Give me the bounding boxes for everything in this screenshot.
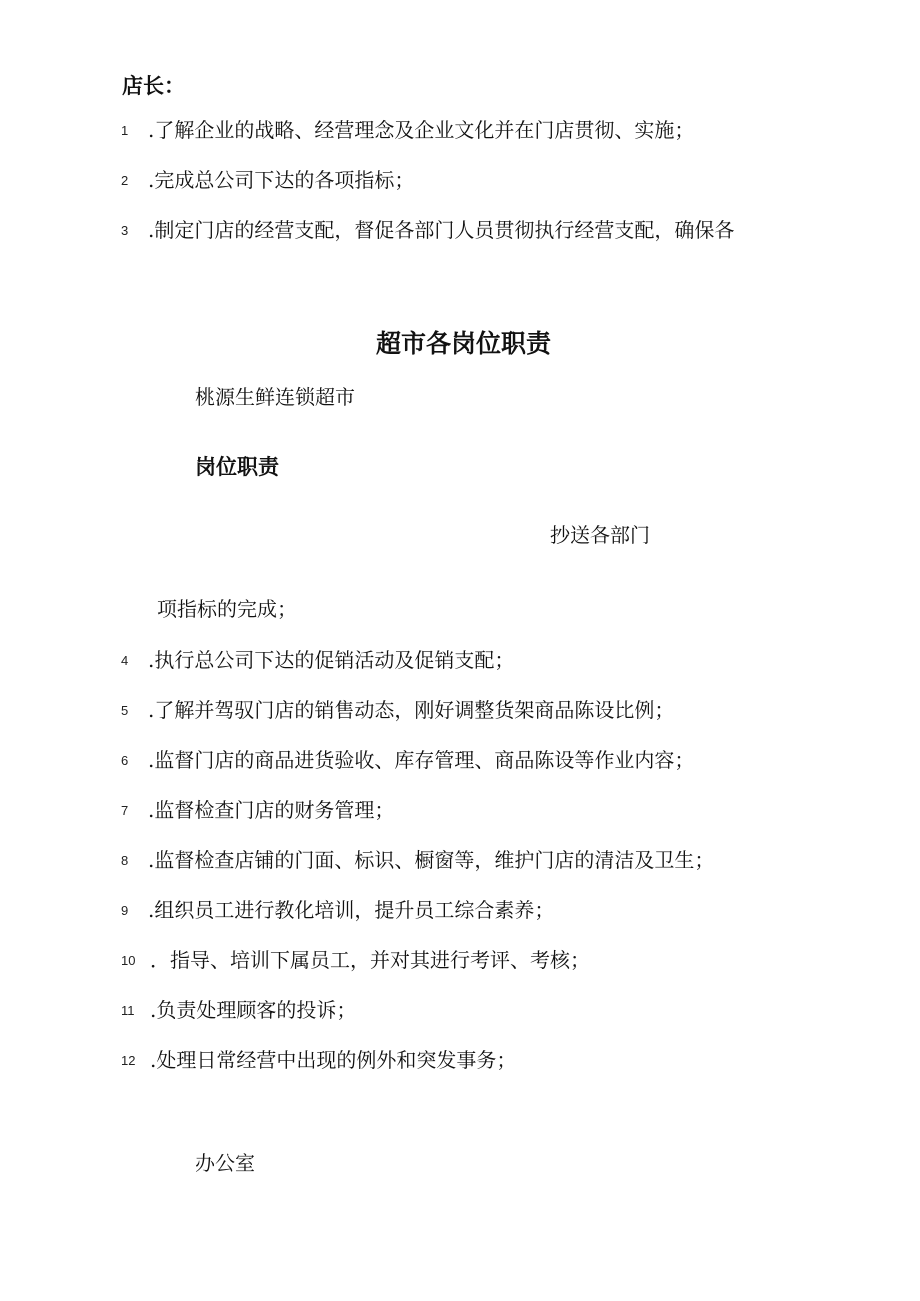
list-item — [121, 747, 694, 774]
list-item-text: .执行总公司下达的促销活动及促销支配； — [148, 648, 515, 672]
section-heading: 岗位职责 — [195, 455, 279, 479]
list-item-text: .监督检查门店的财务管理； — [148, 798, 395, 822]
list-item-text: ．指导、培训下属员工，并对其进行考评、考核； — [150, 948, 590, 972]
list-item — [121, 897, 554, 924]
list-item — [121, 1047, 516, 1074]
list-item-text: .了解企业的战略、经营理念及企业文化并在门店贯彻、实施； — [148, 118, 695, 142]
office-heading: 办公室 — [195, 1151, 255, 1175]
continuation-text: 项指标的完成； — [157, 597, 297, 621]
list-item — [121, 947, 590, 974]
list-item-number: 6 — [121, 753, 129, 768]
list-item-number: 8 — [121, 853, 129, 868]
list-item — [121, 847, 714, 874]
list-item — [121, 647, 514, 674]
document-title: 超市各岗位职责 — [376, 329, 552, 358]
list-item-text: .组织员工进行教化培训，提升员工综合素养； — [148, 898, 555, 922]
list-item-text: .监督门店的商品进货验收、库存管理、商品陈设等作业内容； — [148, 748, 695, 772]
list-item-number: 1 — [121, 123, 129, 138]
list-item — [121, 217, 734, 244]
list-item-number: 10 — [121, 953, 136, 968]
list-item-text: .负责处理顾客的投诉； — [150, 998, 357, 1022]
list-item — [121, 797, 394, 824]
list-item-text: .制定门店的经营支配，督促各部门人员贯彻执行经营支配，确保各 — [148, 218, 735, 242]
list-item-text: .完成总公司下达的各项指标； — [148, 168, 415, 192]
list-item — [121, 167, 414, 194]
manager-heading: 店长： — [122, 74, 185, 98]
list-item-number: 12 — [121, 1053, 136, 1068]
list-item — [121, 117, 694, 144]
company-name: 桃源生鲜连锁超市 — [195, 385, 355, 409]
list-item-number: 5 — [121, 703, 129, 718]
list-item — [121, 997, 356, 1024]
list-item-number: 7 — [121, 803, 129, 818]
list-item-text: .监督检查店铺的门面、标识、橱窗等，维护门店的清洁及卫生； — [148, 848, 715, 872]
list-item — [121, 697, 674, 724]
cc-line: 抄送各部门 — [550, 523, 650, 547]
list-item-number: 9 — [121, 903, 129, 918]
list-item-text: .了解并驾驭门店的销售动态，刚好调整货架商品陈设比例； — [148, 698, 675, 722]
list-item-number: 11 — [121, 1003, 135, 1018]
list-item-number: 3 — [121, 223, 129, 238]
list-item-text: .处理日常经营中出现的例外和突发事务； — [150, 1048, 517, 1072]
list-item-number: 2 — [121, 173, 129, 188]
list-item-number: 4 — [121, 653, 129, 668]
